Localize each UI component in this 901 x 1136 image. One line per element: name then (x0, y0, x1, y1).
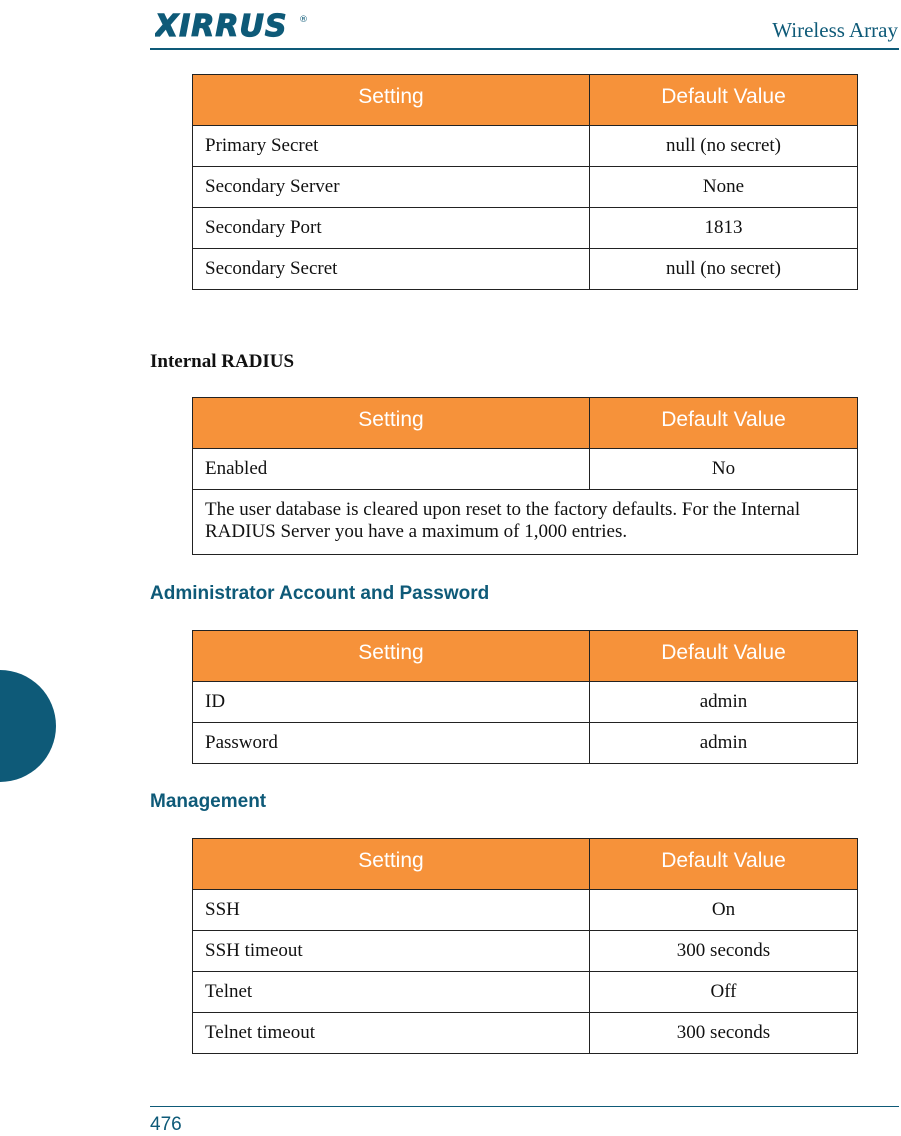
table-row (193, 208, 858, 249)
chapter-tab-marker (0, 670, 56, 782)
section-heading-internal-radius: Internal RADIUS (150, 351, 295, 372)
table-row (193, 723, 858, 764)
value-cell: null (no secret) (590, 249, 858, 290)
value-cell: No (590, 449, 858, 490)
setting-cell: Secondary Secret (193, 249, 590, 290)
table-row (193, 1013, 858, 1054)
value-cell: admin (590, 682, 858, 723)
setting-cell: Telnet (193, 972, 590, 1013)
section-heading-admin-account: Administrator Account and Password (150, 583, 490, 604)
internal-radius-table (192, 397, 858, 555)
value-cell: 300 seconds (590, 931, 858, 972)
setting-cell: Telnet timeout (193, 1013, 590, 1054)
registered-mark: ® (299, 15, 308, 25)
header-rule (150, 48, 899, 50)
table-row (193, 972, 858, 1013)
value-cell: On (590, 890, 858, 931)
setting-cell: ID (193, 682, 590, 723)
column-header-setting: Setting (193, 631, 590, 682)
page-number: 476 (150, 1114, 182, 1135)
brand-wordmark: XIRRUS (155, 9, 288, 42)
table-note-row (193, 490, 858, 555)
table-row (193, 890, 858, 931)
value-cell: admin (590, 723, 858, 764)
setting-cell: Primary Secret (193, 126, 590, 167)
xirrus-logo (155, 8, 315, 42)
setting-cell: SSH (193, 890, 590, 931)
table-header-row (193, 631, 858, 682)
column-header-setting: Setting (193, 398, 590, 449)
table-row (193, 931, 858, 972)
setting-cell: SSH timeout (193, 931, 590, 972)
value-cell: 1813 (590, 208, 858, 249)
column-header-default: Default Value (590, 631, 858, 682)
setting-cell: Secondary Server (193, 167, 590, 208)
management-table (192, 838, 858, 1054)
value-cell: Off (590, 972, 858, 1013)
setting-cell: Password (193, 723, 590, 764)
column-header-setting: Setting (193, 839, 590, 890)
admin-account-table (192, 630, 858, 764)
table-row (193, 449, 858, 490)
setting-cell: Enabled (193, 449, 590, 490)
column-header-setting: Setting (193, 75, 590, 126)
table-row (193, 682, 858, 723)
table-note: The user database is cleared upon reset to the factory defaults. For the Internal RADIUS Server you have a maximum of 1,000 entries. (193, 490, 858, 555)
column-header-default: Default Value (590, 75, 858, 126)
setting-cell: Secondary Port (193, 208, 590, 249)
table-row (193, 167, 858, 208)
column-header-default: Default Value (590, 839, 858, 890)
value-cell: 300 seconds (590, 1013, 858, 1054)
value-cell: None (590, 167, 858, 208)
section-heading-management: Management (150, 791, 267, 812)
table-header-row (193, 75, 858, 126)
document-title: Wireless Array (772, 18, 898, 42)
value-cell: null (no secret) (590, 126, 858, 167)
column-header-default: Default Value (590, 398, 858, 449)
table-header-row (193, 839, 858, 890)
radius-accounting-table (192, 74, 858, 290)
footer-rule (150, 1106, 899, 1107)
table-row (193, 249, 858, 290)
table-header-row (193, 398, 858, 449)
table-row (193, 126, 858, 167)
